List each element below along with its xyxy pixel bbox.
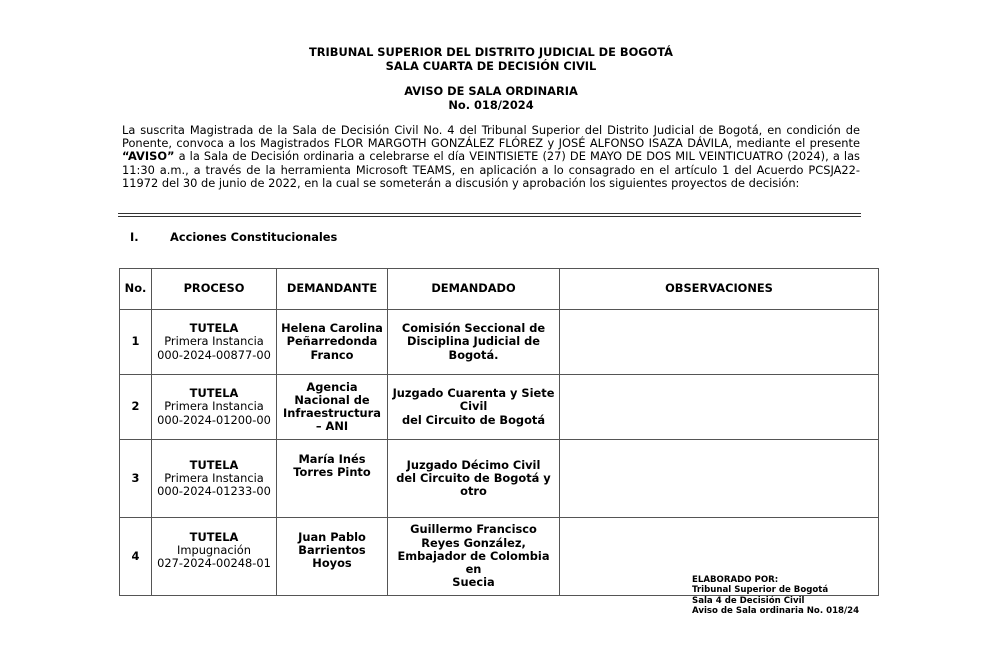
demandado-line: Juzgado Décimo Civil	[406, 457, 541, 472]
footer-elaborado: ELABORADO POR:	[692, 575, 779, 585]
demandante-line: María Inés	[298, 452, 366, 466]
demandante-cell	[277, 310, 388, 375]
section-heading	[130, 230, 337, 244]
proceso-type: TUTELA	[189, 386, 239, 401]
proceso-instance: Primera Instancia	[164, 334, 264, 349]
proceso-radicado: 000-2024-01233-00	[157, 484, 271, 499]
row-number: 1	[120, 310, 152, 375]
demandado-line: otro	[460, 484, 487, 499]
divider-line-top	[118, 213, 861, 214]
notice-title: AVISO DE SALA ORDINARIA	[404, 84, 578, 98]
table-row	[120, 375, 879, 440]
row-number: 2	[120, 375, 152, 440]
proceso-instance: Impugnación	[177, 543, 251, 558]
footer-notice-ref: Aviso de Sala ordinaria No. 018/24	[692, 606, 860, 617]
demandado-cell	[388, 375, 560, 440]
proceso-type: TUTELA	[189, 530, 239, 544]
demandado-line: del Circuito de Bogotá y	[396, 470, 551, 485]
header-demandado: DEMANDADO	[388, 269, 560, 310]
demandado-line: Bogotá.	[448, 347, 499, 362]
section-title: Acciones Constitucionales	[170, 230, 338, 244]
proceso-type: TUTELA	[189, 321, 239, 336]
notice-title-block	[0, 84, 982, 112]
demandante-line: Infraestructura	[283, 406, 381, 420]
demandado-cell	[388, 310, 560, 375]
proceso-radicado: 000-2024-01200-00	[157, 412, 271, 427]
chamber-name: SALA CUARTA DE DECISIÓN CIVIL	[385, 59, 597, 73]
proceso-cell	[152, 310, 277, 375]
divider-line-bottom	[118, 216, 861, 217]
header-observaciones: OBSERVACIONES	[560, 269, 879, 310]
demandado-line: Embajador de Colombia en	[397, 548, 550, 577]
demandante-line: Peñarredonda	[286, 334, 378, 349]
notice-number: No. 018/2024	[448, 98, 534, 112]
demandado-line: Comisión Seccional de	[401, 321, 546, 336]
demandado-line: Suecia	[452, 575, 495, 590]
demandante-line: Torres Pinto	[293, 465, 371, 480]
demandado-line: Guillermo Francisco	[410, 522, 537, 537]
proceso-radicado: 000-2024-00877-00	[157, 347, 271, 362]
document-header	[0, 45, 982, 73]
demandante-line: Helena Carolina	[281, 321, 383, 336]
observaciones-cell	[560, 440, 879, 518]
observaciones-cell	[560, 310, 879, 375]
intro-text-part1: La suscrita Magistrada de la Sala de Decisión Civil No. 4 del Tribunal Superior del Distrito Judicial de Bogotá, en condición de Ponente, convoca a los Magistrados FLOR MARGOTH GONZÁLEZ FLÓREZ y JOSÉ ALFONSO ISAZA DÁVILA, mediante el presente	[122, 123, 860, 151]
row-number: 4	[120, 518, 152, 596]
court-name: TRIBUNAL SUPERIOR DEL DISTRITO JUDICIAL DE BOGOTÁ	[309, 45, 673, 59]
demandado-cell	[388, 440, 560, 518]
demandante-line: Nacional de	[294, 392, 370, 407]
table-row	[120, 440, 879, 518]
demandante-line: Agencia	[306, 379, 358, 394]
demandado-line: Reyes González,	[421, 535, 526, 550]
demandado-line: Civil	[459, 399, 488, 414]
demandante-line: Franco	[310, 347, 354, 362]
table-header-row	[120, 269, 879, 310]
footer-court: Tribunal Superior de Bogotá	[692, 585, 829, 596]
proceso-type: TUTELA	[189, 457, 239, 472]
demandado-line: Disciplina Judicial de	[406, 334, 541, 349]
header-no: No.	[120, 269, 152, 310]
observaciones-cell	[560, 375, 879, 440]
intro-text-bold: “AVISO”	[122, 149, 175, 164]
proceso-cell	[152, 440, 277, 518]
proceso-radicado: 027-2024-00248-01	[157, 556, 271, 571]
demandado-line: Juzgado Cuarenta y Siete	[392, 386, 555, 401]
proceso-cell	[152, 518, 277, 596]
demandante-line: – ANI	[315, 419, 349, 434]
demandante-line: Barrientos	[298, 543, 366, 558]
header-proceso: PROCESO	[152, 269, 277, 310]
cases-table	[119, 268, 879, 596]
footer-chamber: Sala 4 de Decisión Civil	[692, 595, 805, 606]
demandante-cell	[277, 518, 388, 596]
demandante-line: Juan Pablo	[298, 530, 366, 544]
demandado-cell	[388, 518, 560, 596]
demandante-line: Hoyos	[312, 556, 352, 571]
section-numeral: I.	[130, 230, 139, 244]
intro-paragraph	[122, 124, 860, 190]
table-row	[120, 310, 879, 375]
header-demandante: DEMANDANTE	[277, 269, 388, 310]
proceso-cell	[152, 375, 277, 440]
demandante-cell	[277, 375, 388, 440]
intro-text-part2: a la Sala de Decisión ordinaria a celebrarse el día VEINTISIETE (27) DE MAYO DE DOS MIL VEINTICUATRO (2024), a las 11:30 a.m., a través de la herramienta Microsoft TEAMS, en aplicación a lo consagrado en el artículo 1 del Acuerdo PCSJA22- 11972 del 30 de junio de 2022, en la cual se someterán a discusión y aprobación los siguientes proyectos de decisión:	[122, 149, 860, 190]
row-number: 3	[120, 440, 152, 518]
proceso-instance: Primera Instancia	[164, 399, 264, 414]
demandado-line: del Circuito de Bogotá	[401, 412, 546, 427]
proceso-instance: Primera Instancia	[164, 470, 264, 485]
footer-block	[692, 575, 859, 617]
demandante-cell	[277, 440, 388, 518]
